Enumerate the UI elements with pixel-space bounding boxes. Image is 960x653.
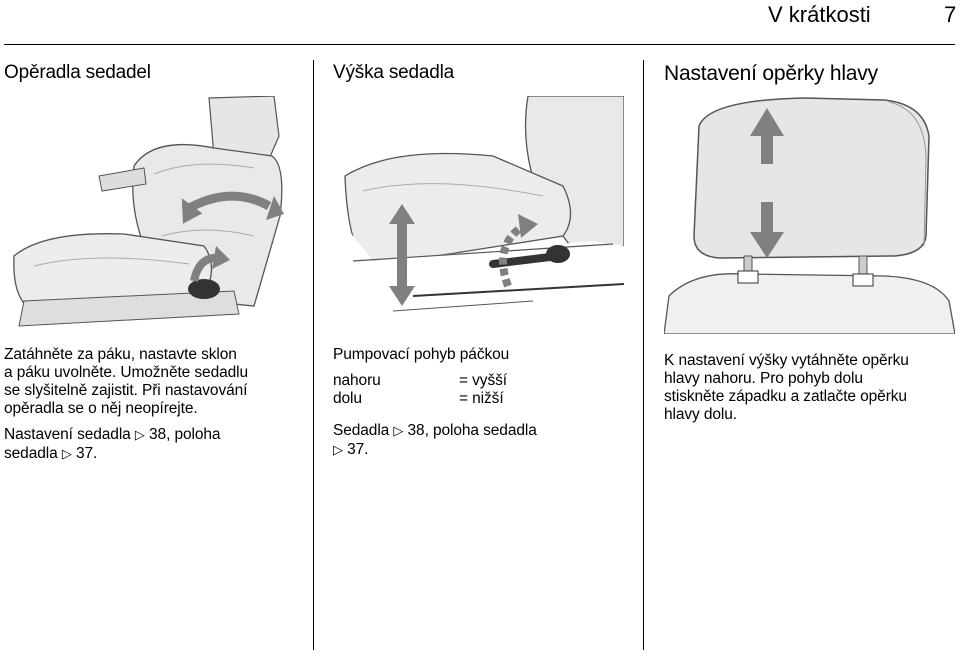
backrest-illustration bbox=[4, 96, 293, 328]
headrest-line-2: hlavy nahoru. Pro pohyb dolu bbox=[664, 370, 863, 387]
seat-height-instructions bbox=[333, 346, 633, 460]
column-divider-1 bbox=[313, 60, 314, 650]
headrest-line-3: stiskněte západku a zatlačte opěrku bbox=[664, 388, 907, 405]
headrest-illustration bbox=[664, 96, 955, 334]
section-title-seat-height: Výška sedadla bbox=[333, 62, 454, 83]
triangle-ref-icon: ▷ bbox=[134, 428, 145, 443]
triangle-ref-icon: ▷ bbox=[61, 447, 72, 462]
headrest-line-1: K nastavení výšky vytáhněte opěrku bbox=[664, 352, 909, 369]
running-header-title: V krátkosti bbox=[768, 2, 871, 27]
headrest-line-4: hlavy dolu. bbox=[664, 406, 738, 423]
headrest-instructions bbox=[664, 352, 956, 424]
seat-height-illustration bbox=[333, 96, 624, 332]
seat-height-table bbox=[333, 372, 507, 408]
column-divider-2 bbox=[643, 60, 644, 650]
section-title-headrest: Nastavení opěrky hlavy bbox=[664, 62, 878, 85]
triangle-ref-icon: ▷ bbox=[333, 443, 343, 458]
backrest-instructions bbox=[4, 346, 304, 464]
backrest-line-1: Zatáhněte za páku, nastavte sklon bbox=[4, 346, 237, 363]
seat-height-reference: Sedadla ▷ 38, poloha sedadla ▷ 37. bbox=[333, 422, 537, 458]
table-row: dolu = nižší bbox=[333, 390, 504, 407]
section-title-backrest: Opěradla sedadel bbox=[4, 62, 151, 83]
header-divider bbox=[4, 44, 955, 45]
page-number: 7 bbox=[944, 2, 957, 27]
backrest-reference: Nastavení sedadla ▷ 38, poloha sedadla ▷ 37. bbox=[4, 426, 221, 462]
backrest-line-2: a páku uvolněte. Umožněte sedadlu bbox=[4, 364, 249, 381]
triangle-ref-icon: ▷ bbox=[393, 424, 404, 439]
backrest-line-3: se slyšitelně zajistit. Při nastavování bbox=[4, 382, 248, 399]
table-row: nahoru = vyšší bbox=[333, 372, 507, 389]
backrest-line-4: opěradla se o něj neopírejte. bbox=[4, 400, 198, 417]
seat-height-intro: Pumpovací pohyb páčkou bbox=[333, 346, 510, 363]
